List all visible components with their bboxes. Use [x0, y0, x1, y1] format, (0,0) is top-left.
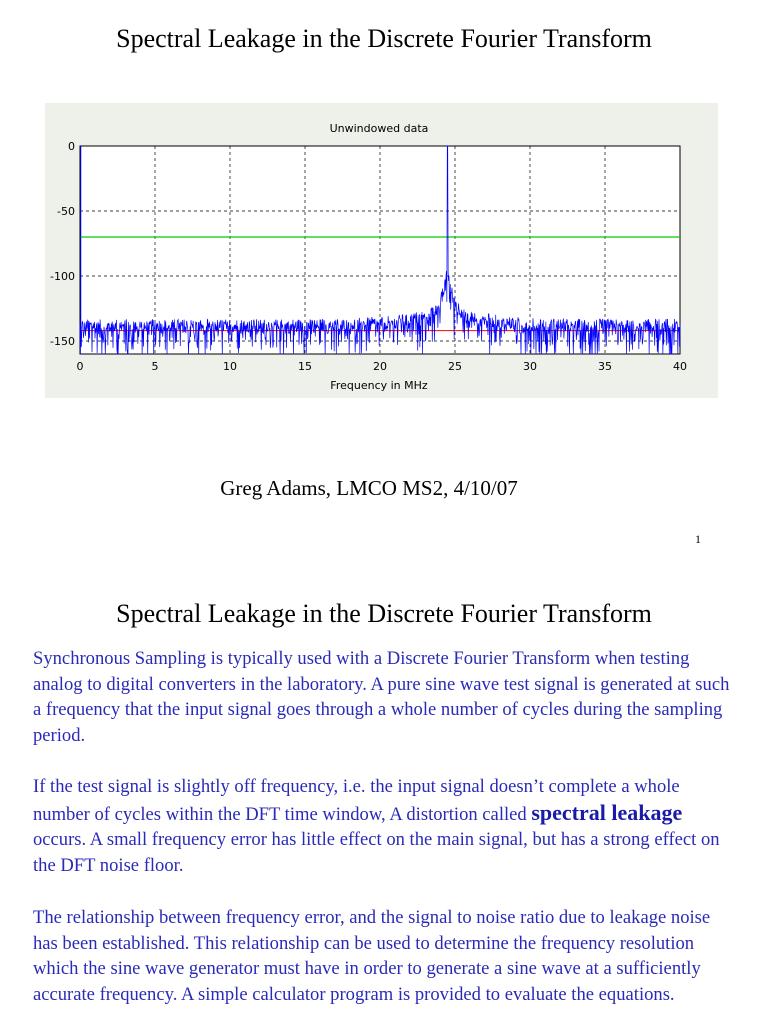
x-tick-label: 10	[223, 360, 237, 373]
x-axis-label: Frequency in MHz	[330, 379, 428, 392]
x-tick-label: 30	[523, 360, 537, 373]
para2-text-after: occurs. A small frequency error has little effect on the main signal, but has a strong effect on the DFT noise floor.	[33, 829, 720, 876]
chart-title: Unwindowed data	[329, 122, 429, 135]
paragraph-spectral-leakage	[33, 774, 733, 878]
x-tick-label: 5	[151, 360, 159, 373]
x-tick-label: 0	[76, 360, 84, 373]
spectrum-chart	[45, 103, 718, 398]
y-tick-label: -50	[57, 205, 75, 218]
x-tick-label: 40	[673, 360, 687, 373]
paragraph-frequency-error: The relationship between frequency error, and the signal to noise ratio due to leakage noise has been established. This relationship can be used to determine the frequency resolution which the sine wave generator must have in order to generate a sine wave at a sufficiently accurate frequency. A simple calculator program is provided to evaluate the equations.	[33, 907, 711, 1005]
y-tick-label: 0	[68, 140, 75, 153]
slide-title-2: Spectral Leakage in the Discrete Fourier Transform	[116, 599, 652, 628]
para2-text-before: If the test signal is slightly off frequency, i.e. the input signal doesn’t complete a whole number of cycles within the DFT time window, A distortion called	[33, 776, 680, 825]
x-tick-label: 15	[298, 360, 312, 373]
spectral-leakage-emphasis: spectral leakage	[531, 799, 683, 825]
paragraph-synchronous-sampling: Synchronous Sampling is typically used with a Discrete Fourier Transform when testing analog to digital converters in the laboratory. A pure sine wave test signal is generated at such a frequency that the input signal goes through a whole number of cycles during the sampling period.	[33, 648, 730, 746]
slide-title: Spectral Leakage in the Discrete Fourier Transform	[116, 24, 652, 53]
author-line: Greg Adams, LMCO MS2, 4/10/07	[220, 476, 518, 500]
y-tick-label: -150	[50, 335, 75, 348]
x-tick-label: 35	[598, 360, 612, 373]
y-tick-label: -100	[50, 270, 75, 283]
x-tick-label: 25	[448, 360, 462, 373]
page-number: 1	[695, 532, 701, 546]
x-tick-label: 20	[373, 360, 387, 373]
chart-svg	[45, 103, 718, 398]
